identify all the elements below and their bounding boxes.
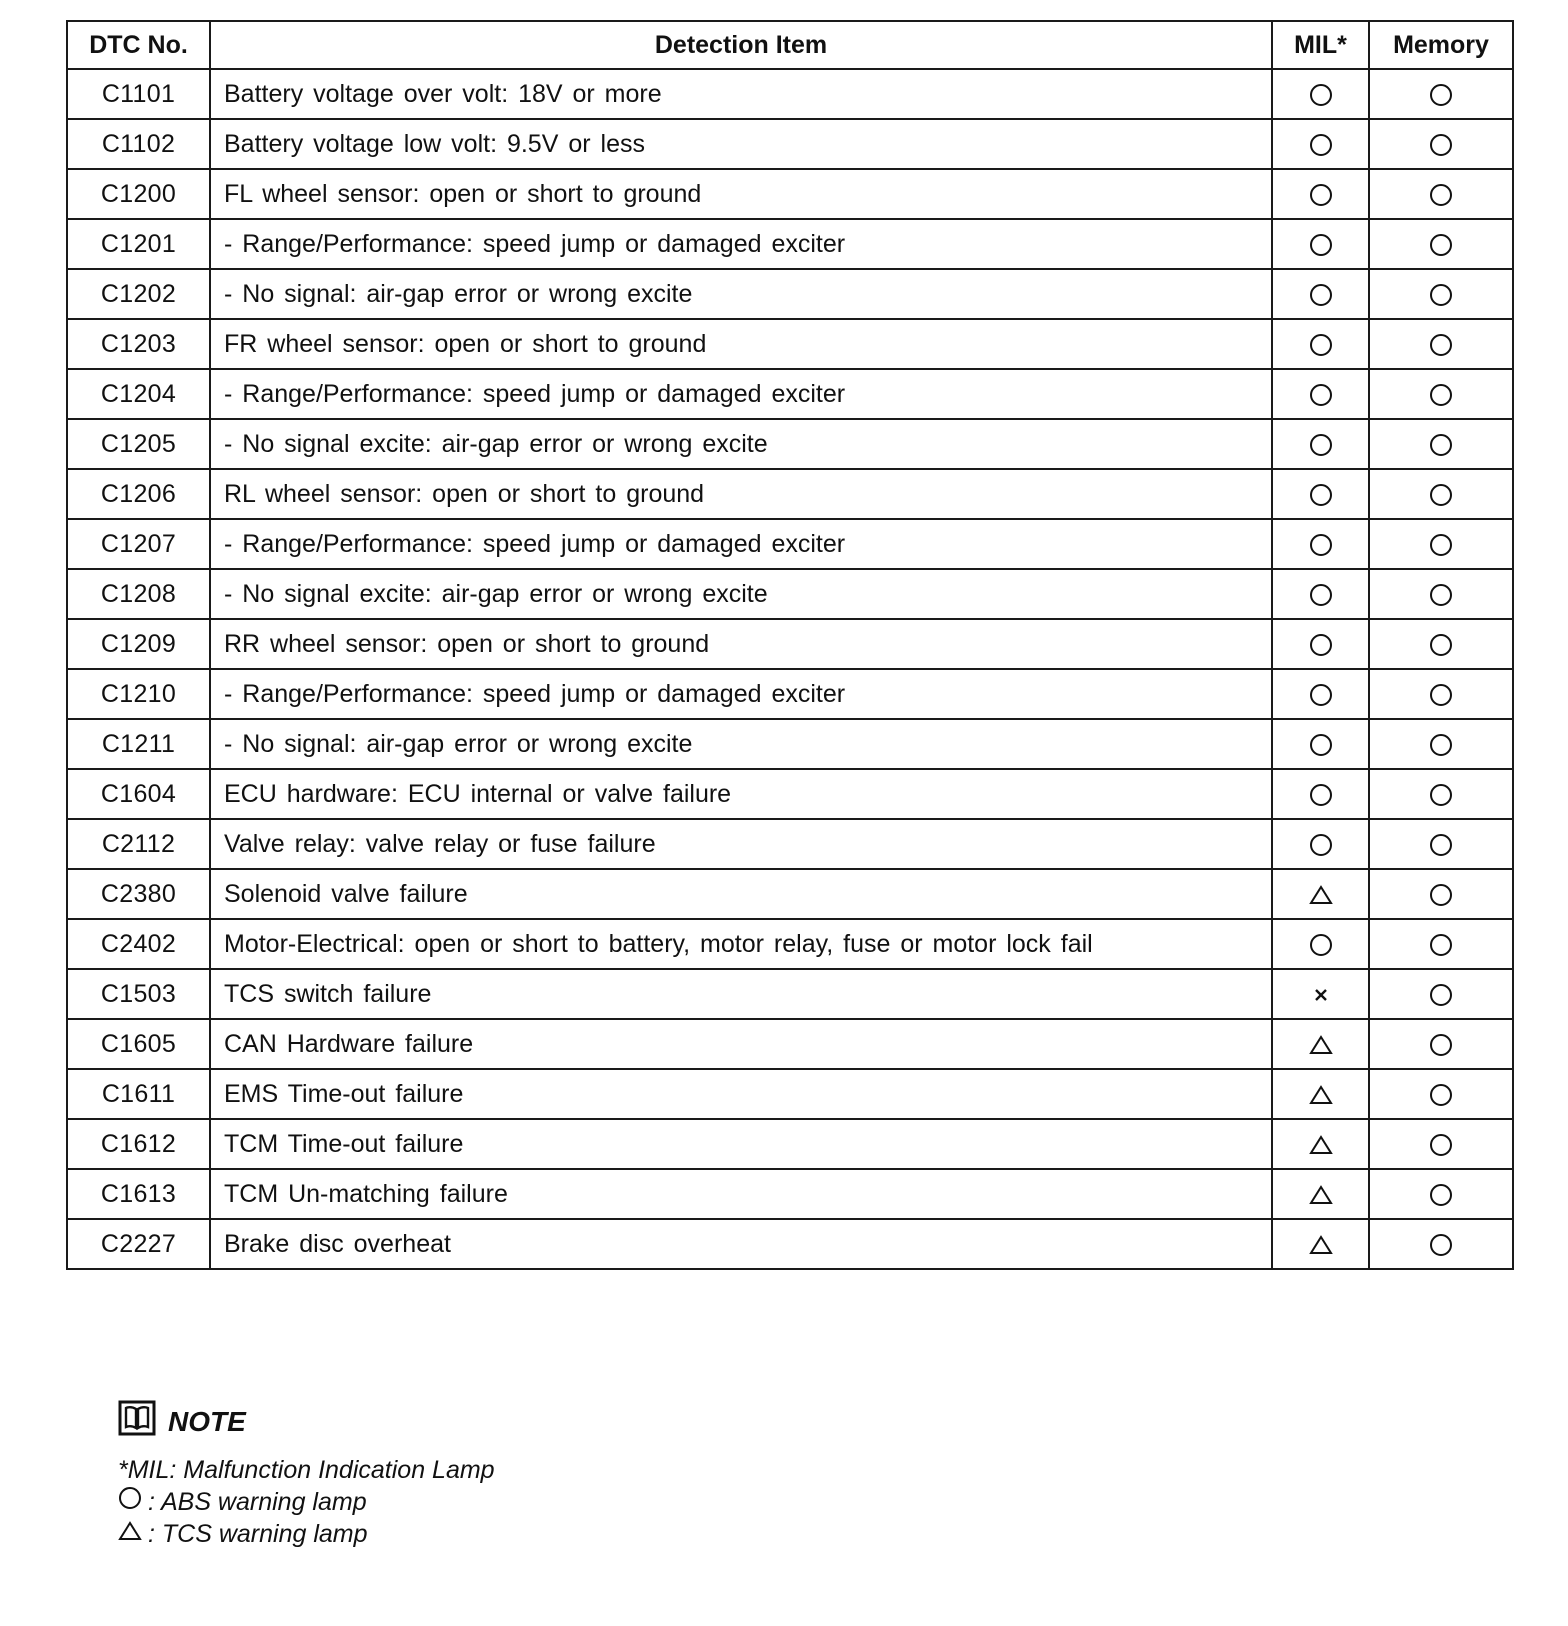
memory-cell [1369,419,1513,469]
dtc-code-cell: C1210 [67,669,210,719]
dtc-code-cell: C1101 [67,69,210,119]
table-row [67,669,1513,719]
memory-cell [1369,169,1513,219]
circle-icon [1309,280,1333,308]
table-row [67,319,1513,369]
table-row [67,719,1513,769]
table-row [67,819,1513,869]
circle-icon [1309,130,1333,158]
dtc-code-cell: C1613 [67,1169,210,1219]
table-body [67,69,1513,1269]
circle-icon [1309,330,1333,358]
circle-icon [118,1486,144,1518]
mil-cell [1272,919,1369,969]
circle-icon [1429,380,1453,408]
triangle-icon [1309,1230,1333,1258]
circle-icon [1309,80,1333,108]
note-line-text: *MIL: Malfunction Indication Lamp [118,1456,495,1484]
detection-item-cell: TCM Un-matching failure [210,1169,1272,1219]
mil-cell [1272,419,1369,469]
mil-cell [1272,269,1369,319]
dtc-code-cell: C1203 [67,319,210,369]
memory-cell [1369,869,1513,919]
mil-cell [1272,469,1369,519]
memory-cell [1369,1119,1513,1169]
mil-cell [1272,669,1369,719]
circle-icon [1429,130,1453,158]
memory-cell [1369,669,1513,719]
memory-cell [1369,919,1513,969]
circle-icon [1309,730,1333,758]
detection-item-cell: Battery voltage low volt: 9.5V or less [210,119,1272,169]
circle-icon [1429,930,1453,958]
detection-item-cell: Brake disc overheat [210,1219,1272,1269]
table-row [67,369,1513,419]
dtc-code-cell: C1205 [67,419,210,469]
circle-icon [1429,680,1453,708]
note-lines [118,1454,495,1550]
memory-cell [1369,269,1513,319]
mil-cell [1272,169,1369,219]
detection-item-cell: - Range/Performance: speed jump or damaged exciter [210,219,1272,269]
dtc-code-cell: C2402 [67,919,210,969]
detection-item-cell: - Range/Performance: speed jump or damaged exciter [210,369,1272,419]
cross-icon [1312,980,1330,1008]
header-memory: Memory [1369,21,1513,69]
circle-icon [1429,430,1453,458]
triangle-icon [1309,1080,1333,1108]
dtc-code-cell: C1209 [67,619,210,669]
detection-item-cell: FR wheel sensor: open or short to ground [210,319,1272,369]
memory-cell [1369,569,1513,619]
circle-icon [1429,1080,1453,1108]
circle-icon [1429,530,1453,558]
table-header-row [67,21,1513,69]
mil-cell [1272,869,1369,919]
triangle-icon [1309,880,1333,908]
circle-icon [1309,180,1333,208]
circle-icon [1429,1230,1453,1258]
dtc-code-cell: C1206 [67,469,210,519]
header-dtc-no: DTC No. [67,21,210,69]
detection-item-cell: TCM Time-out failure [210,1119,1272,1169]
detection-item-cell: FL wheel sensor: open or short to ground [210,169,1272,219]
memory-cell [1369,1219,1513,1269]
dtc-code-cell: C1102 [67,119,210,169]
dtc-code-cell: C1207 [67,519,210,569]
table-row [67,619,1513,669]
circle-icon [1309,480,1333,508]
mil-cell [1272,819,1369,869]
mil-cell [1272,719,1369,769]
memory-cell [1369,119,1513,169]
table-row [67,1019,1513,1069]
circle-icon [1429,580,1453,608]
detection-item-cell: EMS Time-out failure [210,1069,1272,1119]
detection-item-cell: - Range/Performance: speed jump or damaged exciter [210,669,1272,719]
detection-item-cell: Battery voltage over volt: 18V or more [210,69,1272,119]
table-row [67,469,1513,519]
memory-cell [1369,69,1513,119]
dtc-code-cell: C2112 [67,819,210,869]
circle-icon [1429,1130,1453,1158]
table-row [67,969,1513,1019]
dtc-code-cell: C1211 [67,719,210,769]
memory-cell [1369,219,1513,269]
circle-icon [1429,830,1453,858]
mil-cell [1272,1119,1369,1169]
note-line-text: : TCS warning lamp [148,1520,368,1548]
circle-icon [1309,680,1333,708]
dtc-code-cell: C1503 [67,969,210,1019]
triangle-icon [1309,1180,1333,1208]
mil-cell [1272,219,1369,269]
detection-item-cell: - No signal: air-gap error or wrong excite [210,719,1272,769]
dtc-code-cell: C1201 [67,219,210,269]
note-section [118,1400,495,1550]
table-row [67,269,1513,319]
table-row [67,569,1513,619]
note-line [118,1486,495,1518]
table-row [67,1119,1513,1169]
mil-cell [1272,519,1369,569]
table-row [67,419,1513,469]
dtc-code-cell: C1612 [67,1119,210,1169]
memory-cell [1369,1019,1513,1069]
circle-icon [1309,780,1333,808]
memory-cell [1369,1169,1513,1219]
memory-cell [1369,769,1513,819]
triangle-icon [1309,1030,1333,1058]
table-row [67,69,1513,119]
dtc-code-cell: C1208 [67,569,210,619]
note-header [118,1400,495,1444]
detection-item-cell: - No signal excite: air-gap error or wrong excite [210,419,1272,469]
detection-item-cell: RR wheel sensor: open or short to ground [210,619,1272,669]
memory-cell [1369,819,1513,869]
dtc-code-cell: C2380 [67,869,210,919]
dtc-code-cell: C1200 [67,169,210,219]
memory-cell [1369,719,1513,769]
table-row [67,1169,1513,1219]
circle-icon [1309,930,1333,958]
circle-icon [1429,330,1453,358]
circle-icon [1429,80,1453,108]
note-line [118,1518,495,1550]
detection-item-cell: Solenoid valve failure [210,869,1272,919]
circle-icon [1429,230,1453,258]
table-row [67,219,1513,269]
table-row [67,1069,1513,1119]
dtc-table [66,20,1514,1270]
memory-cell [1369,619,1513,669]
memory-cell [1369,519,1513,569]
mil-cell [1272,119,1369,169]
dtc-code-cell: C1204 [67,369,210,419]
table-row [67,1219,1513,1269]
mil-cell [1272,69,1369,119]
triangle-icon [118,1518,144,1550]
header-mil: MIL* [1272,21,1369,69]
dtc-code-cell: C1202 [67,269,210,319]
mil-cell [1272,1219,1369,1269]
circle-icon [1309,430,1333,458]
mil-cell [1272,369,1369,419]
detection-item-cell: ECU hardware: ECU internal or valve failure [210,769,1272,819]
table-row [67,519,1513,569]
detection-item-cell: RL wheel sensor: open or short to ground [210,469,1272,519]
memory-cell [1369,469,1513,519]
note-title: NOTE [168,1406,246,1437]
table-row [67,919,1513,969]
table-row [67,119,1513,169]
circle-icon [1429,880,1453,908]
dtc-code-cell: C1605 [67,1019,210,1069]
dtc-code-cell: C1604 [67,769,210,819]
detection-item-cell: - No signal excite: air-gap error or wrong excite [210,569,1272,619]
mil-cell [1272,769,1369,819]
detection-item-cell: TCS switch failure [210,969,1272,1019]
detection-item-cell: CAN Hardware failure [210,1019,1272,1069]
mil-cell [1272,1069,1369,1119]
memory-cell [1369,369,1513,419]
circle-icon [1309,830,1333,858]
mil-cell [1272,1019,1369,1069]
circle-icon [1309,630,1333,658]
book-icon [118,1400,156,1444]
detection-item-cell: - No signal: air-gap error or wrong excite [210,269,1272,319]
circle-icon [1429,780,1453,808]
detection-item-cell: Valve relay: valve relay or fuse failure [210,819,1272,869]
triangle-icon [1309,1130,1333,1158]
dtc-code-cell: C2227 [67,1219,210,1269]
circle-icon [1429,980,1453,1008]
circle-icon [1309,530,1333,558]
circle-icon [1429,1030,1453,1058]
circle-icon [1429,480,1453,508]
mil-cell [1272,319,1369,369]
circle-icon [1429,180,1453,208]
mil-cell [1272,569,1369,619]
note-line [118,1454,495,1486]
memory-cell [1369,969,1513,1019]
circle-icon [1309,230,1333,258]
memory-cell [1369,1069,1513,1119]
header-detection-item: Detection Item [210,21,1272,69]
mil-cell [1272,619,1369,669]
detection-item-cell: Motor-Electrical: open or short to battery, motor relay, fuse or motor lock fail [210,919,1272,969]
mil-cell [1272,969,1369,1019]
circle-icon [1429,1180,1453,1208]
table-row [67,769,1513,819]
table-row [67,869,1513,919]
memory-cell [1369,319,1513,369]
circle-icon [1429,630,1453,658]
detection-item-cell: - Range/Performance: speed jump or damaged exciter [210,519,1272,569]
dtc-code-cell: C1611 [67,1069,210,1119]
note-line-text: : ABS warning lamp [148,1488,367,1516]
table-row [67,169,1513,219]
circle-icon [1429,730,1453,758]
mil-cell [1272,1169,1369,1219]
circle-icon [1309,380,1333,408]
circle-icon [1429,280,1453,308]
circle-icon [1309,580,1333,608]
